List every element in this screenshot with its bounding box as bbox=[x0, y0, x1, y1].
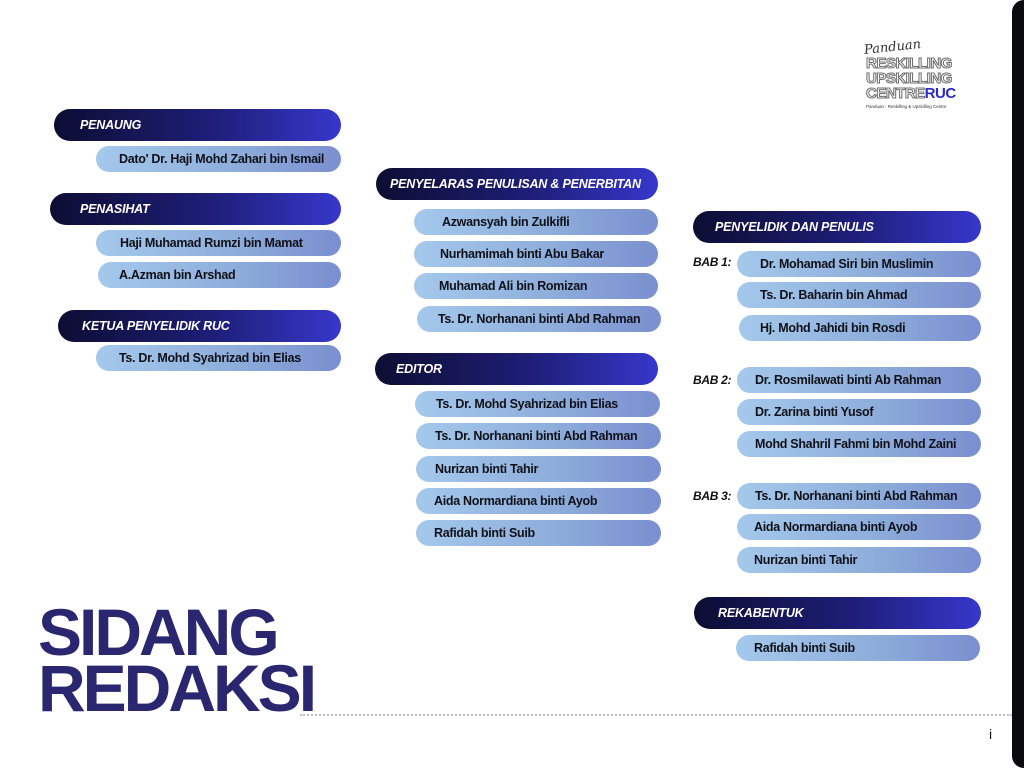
logo-line-2: UPSKILLING bbox=[866, 70, 952, 87]
editor-name-4: Aida Normardiana binti Ayob bbox=[416, 488, 661, 514]
bab-1-name-1: Dr. Mohamad Siri bin Muslimin bbox=[737, 251, 981, 277]
logo-script: Panduan bbox=[863, 37, 922, 58]
penyelaras-header: PENYELARAS PENULISAN & PENERBITAN bbox=[376, 168, 658, 200]
bab-2-label: BAB 2: bbox=[693, 373, 732, 387]
editor-header: EDITOR bbox=[375, 353, 658, 385]
penyelaras-name-3: Muhamad Ali bin Romizan bbox=[414, 273, 658, 299]
rekabentuk-name-1: Rafidah binti Suib bbox=[736, 635, 980, 661]
editor-name-5: Rafidah binti Suib bbox=[416, 520, 661, 546]
title-line-1: SIDANG bbox=[38, 595, 277, 669]
penasihat-name-1: Haji Muhamad Rumzi bin Mamat bbox=[96, 230, 341, 256]
penaung-header: PENAUNG bbox=[54, 109, 341, 141]
ruc-logo bbox=[862, 37, 966, 114]
logo-tagline: Panduan : Reskilling & Upskilling Centre bbox=[866, 104, 947, 109]
logo-centre: CENTRE bbox=[866, 85, 925, 102]
bab-1-name-3: Hj. Mohd Jahidi bin Rosdi bbox=[739, 315, 981, 341]
bab-1-label: BAB 1: bbox=[693, 255, 732, 269]
penyelaras-name-4: Ts. Dr. Norhanani binti Abd Rahman bbox=[417, 306, 661, 332]
bab-3-name-3: Nurizan binti Tahir bbox=[737, 547, 981, 573]
right-edge-bar bbox=[1012, 0, 1024, 768]
bab-1-name-2: Ts. Dr. Baharin bin Ahmad bbox=[737, 282, 981, 308]
ketua-name-1: Ts. Dr. Mohd Syahrizad bin Elias bbox=[96, 345, 341, 371]
penyelidik-header: PENYELIDIK DAN PENULIS bbox=[693, 211, 981, 243]
penasihat-header: PENASIHAT bbox=[50, 193, 341, 225]
bab-2-name-2: Dr. Zarina binti Yusof bbox=[737, 399, 981, 425]
logo-line-1: RESKILLING bbox=[866, 55, 952, 72]
page-number: i bbox=[989, 726, 993, 742]
ketua-header: KETUA PENYELIDIK RUC bbox=[58, 310, 341, 342]
penaung-name-1: Dato' Dr. Haji Mohd Zahari bin Ismail bbox=[96, 146, 341, 172]
penasihat-name-2: A.Azman bin Arshad bbox=[98, 262, 341, 288]
bab-2-name-3: Mohd Shahril Fahmi bin Mohd Zaini bbox=[737, 431, 981, 457]
bab-3-label: BAB 3: bbox=[693, 489, 732, 503]
penyelaras-name-1: Azwansyah bin Zulkifli bbox=[414, 209, 658, 235]
editor-name-2: Ts. Dr. Norhanani binti Abd Rahman bbox=[416, 423, 661, 449]
bab-3-name-2: Aida Normardiana binti Ayob bbox=[737, 514, 981, 540]
logo-line-3 bbox=[866, 86, 956, 101]
rekabentuk-header: REKABENTUK bbox=[694, 597, 981, 629]
editor-name-1: Ts. Dr. Mohd Syahrizad bin Elias bbox=[415, 391, 660, 417]
title-line-2: REDAKSI bbox=[38, 651, 315, 725]
penyelaras-name-2: Nurhamimah binti Abu Bakar bbox=[414, 241, 658, 267]
bab-3-name-1: Ts. Dr. Norhanani binti Abd Rahman bbox=[737, 483, 981, 509]
footer-divider bbox=[300, 714, 1012, 716]
logo-ruc: RUC bbox=[924, 85, 956, 102]
page-title bbox=[38, 595, 315, 725]
editor-name-3: Nurizan binti Tahir bbox=[416, 456, 661, 482]
bab-2-name-1: Dr. Rosmilawati binti Ab Rahman bbox=[737, 367, 981, 393]
